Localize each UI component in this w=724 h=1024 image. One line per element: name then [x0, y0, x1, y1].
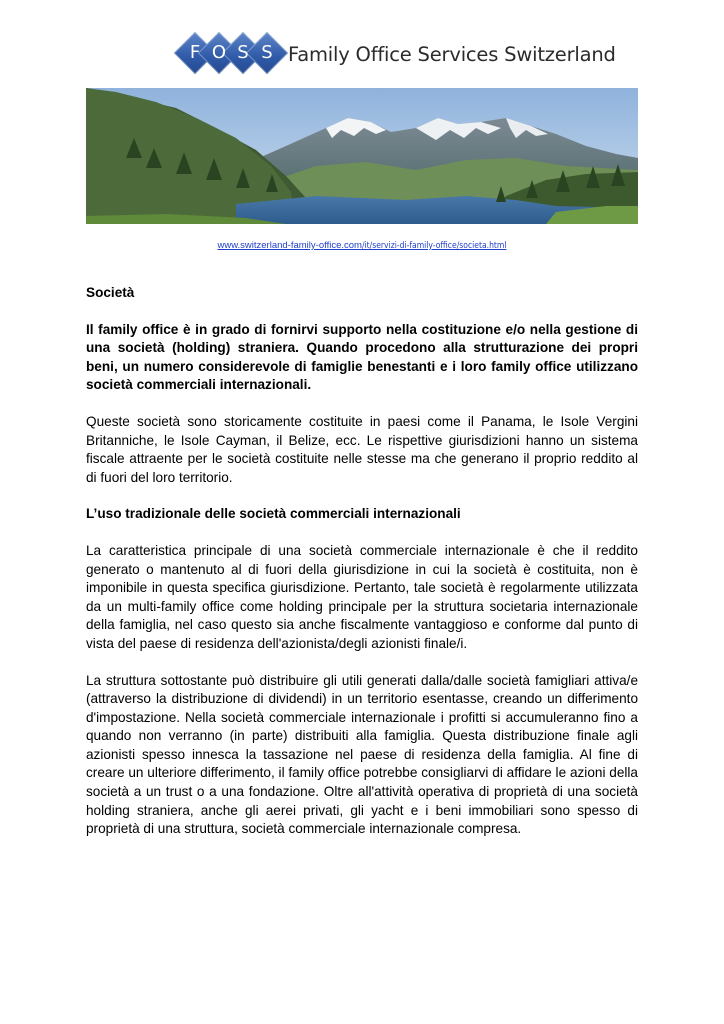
logo-text: Family Office Services Switzerland	[288, 42, 616, 66]
article-title: Società	[86, 285, 135, 300]
article-lead: Il family office è in grado di fornirvi supporto nella costituzione e/o nella gestione di una società (holding) straniera. Quando procedono alla strutturazione dei propri beni, un numero considerevole di famiglie benestanti e i loro family office utilizzano società commerciali internazionali.	[86, 321, 638, 393]
logo-diamonds	[176, 32, 276, 76]
logo-letter: O	[211, 42, 227, 63]
article-body	[86, 284, 638, 857]
source-url-link[interactable]	[217, 240, 506, 251]
foss-logo	[176, 32, 616, 76]
logo-letter: F	[189, 42, 201, 63]
article-paragraph: La caratteristica principale di una società commerciale internazionale è che il reddito generato o mantenuto al di fuori della giurisdizione in cui la società è costituita, non è imponibile in questa specifica giurisdizione. Pertanto, tale società è regolarmente utilizzata da un multi-family office come holding principale per la struttura societaria internazionale della famiglia, nel caso questo sia anche fiscalmente vantaggioso e conforme dal punto di vista del paese di residenza dell'azionista/degli azionisti finale/i.	[86, 542, 638, 651]
logo-letter: S	[237, 42, 249, 63]
article-paragraph: Queste società sono storicamente costituite in paesi come il Panama, le Isole Vergini Britanniche, le Isole Cayman, il Belize, ecc. Le rispettive giurisdizioni hanno un sistema fiscale attraente per le società costituite nelle stesse ma che generano il proprio reddito al di fuori del loro territorio.	[86, 413, 638, 485]
source-url-path[interactable]: /it/servizi-di-family-office/societa.html	[361, 241, 507, 251]
source-url-domain[interactable]: www.switzerland-family-office.com	[217, 240, 362, 251]
article-subtitle: L’uso tradizionale delle società commerciali internazionali	[86, 506, 461, 522]
mountain-lake-photo-icon	[86, 88, 638, 224]
logo-letter: S	[261, 42, 273, 63]
article-paragraph: La struttura sottostante può distribuire gli utili generati dalla/dalle società famigliari attiva/e (attraverso la distribuzione di dividendi) in un territorio esentasse, creando un differimento d'impostazione. Nella società commerciale internazionale i profitti si accumuleranno fino a quando non verranno (in parte) distribuiti alla famiglia. Questa distribuzione finale agli azionisti spesso innesca la tassazione nel paese di residenza della famiglia. Al fine di creare un ulteriore differimento, il family office potrebbe consigliarvi di affidare le azioni della società a un trust o a una fondazione. Oltre all'attività operativa di proprietà di una società holding straniera, anche gli aerei privati, gli yacht e i beni immobiliari sono spesso di proprietà di una struttura, società commerciale internazionale compresa.	[86, 672, 638, 837]
source-url[interactable]	[0, 240, 724, 252]
